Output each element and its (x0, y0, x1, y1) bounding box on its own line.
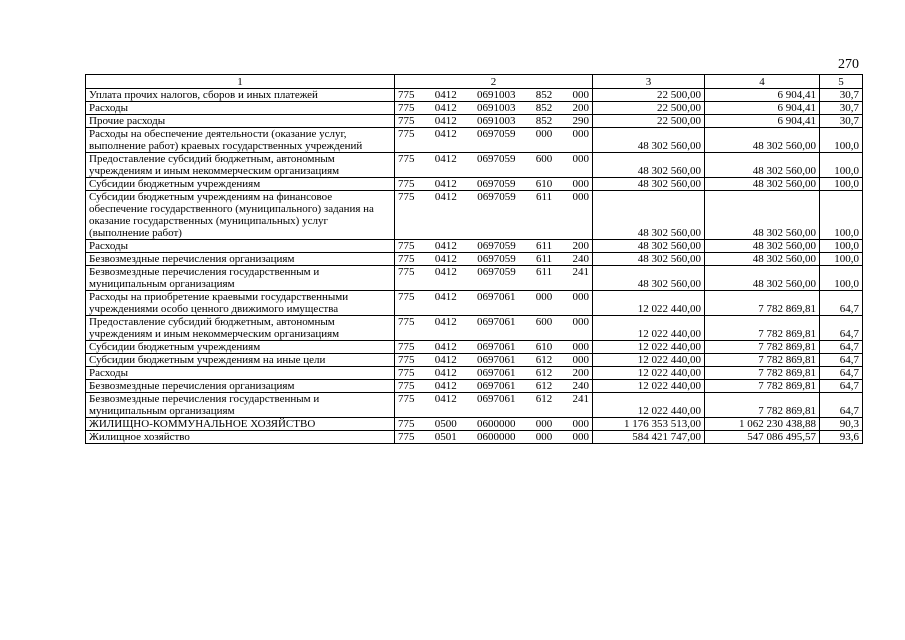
planned-amount-cell: 12 022 440,00 (593, 316, 705, 341)
expense-type-code: 600 (535, 153, 553, 165)
expense-type-code: 610 (535, 341, 553, 353)
row-codes-cell (395, 367, 593, 380)
admin-code: 775 (398, 240, 415, 252)
target-code: 0697059 (477, 240, 516, 252)
row-name-cell: Расходы на обеспечение деятельности (оказание услуг, выполнение работ) краевых государственных учреждений (86, 128, 395, 153)
target-code: 0697061 (477, 291, 516, 303)
row-name-cell: Предоставление субсидий бюджетным, автономным учреждениям и иным некоммерческим организациям (86, 153, 395, 178)
target-code: 0697059 (477, 191, 516, 203)
planned-amount-cell: 12 022 440,00 (593, 393, 705, 418)
table-row (86, 316, 863, 341)
admin-code: 775 (398, 354, 415, 366)
row-codes-cell (395, 253, 593, 266)
planned-amount-cell: 12 022 440,00 (593, 341, 705, 354)
expense-type-code: 600 (535, 316, 553, 328)
admin-code: 775 (398, 102, 415, 114)
row-codes-cell (395, 191, 593, 240)
row-codes-cell (395, 380, 593, 393)
table-row (86, 153, 863, 178)
row-codes-cell (395, 115, 593, 128)
planned-amount-cell: 22 500,00 (593, 102, 705, 115)
target-code: 0697061 (477, 341, 516, 353)
executed-amount-cell: 48 302 560,00 (705, 178, 820, 191)
percent-cell: 93,6 (820, 431, 863, 444)
planned-amount-cell: 48 302 560,00 (593, 191, 705, 240)
admin-code: 775 (398, 418, 415, 430)
row-name-cell: Предоставление субсидий бюджетным, автономным учреждениям и иным некоммерческим организациям (86, 316, 395, 341)
row-codes-cell (395, 266, 593, 291)
executed-amount-cell: 7 782 869,81 (705, 393, 820, 418)
kosgu-code: 000 (572, 128, 589, 140)
row-codes-cell (395, 431, 593, 444)
planned-amount-cell: 22 500,00 (593, 89, 705, 102)
row-name-cell: Безвозмездные перечисления организациям (86, 380, 395, 393)
kosgu-code: 000 (572, 431, 589, 443)
target-code: 0697059 (477, 266, 516, 278)
percent-cell: 64,7 (820, 341, 863, 354)
admin-code: 775 (398, 128, 415, 140)
section-code: 0412 (434, 102, 457, 114)
executed-amount-cell: 48 302 560,00 (705, 266, 820, 291)
kosgu-code: 000 (572, 316, 589, 328)
percent-cell: 100,0 (820, 128, 863, 153)
planned-amount-cell: 12 022 440,00 (593, 380, 705, 393)
section-code: 0412 (434, 266, 457, 278)
column-header: 2 (395, 75, 593, 89)
table-header-row (86, 75, 863, 89)
executed-amount-cell: 7 782 869,81 (705, 367, 820, 380)
admin-code: 775 (398, 153, 415, 165)
target-code: 0600000 (477, 431, 516, 443)
row-name-cell: Расходы (86, 102, 395, 115)
section-code: 0412 (434, 115, 457, 127)
percent-cell: 64,7 (820, 393, 863, 418)
kosgu-code: 290 (572, 115, 589, 127)
column-header: 4 (705, 75, 820, 89)
target-code: 0697059 (477, 128, 516, 140)
row-codes-cell (395, 240, 593, 253)
executed-amount-cell: 7 782 869,81 (705, 291, 820, 316)
table-row (86, 102, 863, 115)
table-row (86, 178, 863, 191)
kosgu-code: 000 (572, 178, 589, 190)
percent-cell: 30,7 (820, 102, 863, 115)
admin-code: 775 (398, 253, 415, 265)
table-row (86, 266, 863, 291)
column-header: 5 (820, 75, 863, 89)
target-code: 0697061 (477, 354, 516, 366)
expense-type-code: 611 (536, 253, 553, 265)
section-code: 0412 (434, 341, 457, 353)
executed-amount-cell: 48 302 560,00 (705, 128, 820, 153)
row-name-cell: Прочие расходы (86, 115, 395, 128)
percent-cell: 64,7 (820, 380, 863, 393)
admin-code: 775 (398, 393, 415, 405)
row-name-cell: Расходы (86, 367, 395, 380)
admin-code: 775 (398, 341, 415, 353)
executed-amount-cell: 7 782 869,81 (705, 316, 820, 341)
percent-cell: 100,0 (820, 191, 863, 240)
expense-type-code: 612 (535, 393, 553, 405)
expense-type-code: 612 (535, 354, 553, 366)
executed-amount-cell: 48 302 560,00 (705, 191, 820, 240)
planned-amount-cell: 22 500,00 (593, 115, 705, 128)
executed-amount-cell: 6 904,41 (705, 102, 820, 115)
table-row (86, 291, 863, 316)
expense-type-code: 000 (535, 291, 553, 303)
section-code: 0412 (434, 178, 457, 190)
expense-type-code: 000 (535, 418, 553, 430)
table-row (86, 393, 863, 418)
planned-amount-cell: 48 302 560,00 (593, 266, 705, 291)
executed-amount-cell: 48 302 560,00 (705, 253, 820, 266)
kosgu-code: 200 (572, 367, 589, 379)
section-code: 0412 (434, 367, 457, 379)
row-name-cell: ЖИЛИЩНО-КОММУНАЛЬНОЕ ХОЗЯЙСТВО (86, 418, 395, 431)
section-code: 0412 (434, 191, 457, 203)
section-code: 0412 (434, 89, 457, 101)
expense-type-code: 852 (535, 115, 553, 127)
row-name-cell: Субсидии бюджетным учреждениям (86, 341, 395, 354)
column-header: 3 (593, 75, 705, 89)
kosgu-code: 000 (572, 418, 589, 430)
planned-amount-cell: 48 302 560,00 (593, 240, 705, 253)
kosgu-code: 000 (572, 291, 589, 303)
section-code: 0412 (434, 380, 457, 392)
row-codes-cell (395, 128, 593, 153)
table-body (86, 89, 863, 444)
section-code: 0412 (434, 316, 457, 328)
admin-code: 775 (398, 380, 415, 392)
row-name-cell: Уплата прочих налогов, сборов и иных платежей (86, 89, 395, 102)
planned-amount-cell: 48 302 560,00 (593, 128, 705, 153)
kosgu-code: 200 (572, 102, 589, 114)
admin-code: 775 (398, 367, 415, 379)
expense-type-code: 612 (535, 380, 553, 392)
table-row (86, 191, 863, 240)
section-code: 0412 (434, 240, 457, 252)
expense-type-code: 852 (535, 102, 553, 114)
percent-cell: 64,7 (820, 367, 863, 380)
executed-amount-cell: 6 904,41 (705, 89, 820, 102)
kosgu-code: 000 (572, 89, 589, 101)
planned-amount-cell: 12 022 440,00 (593, 291, 705, 316)
executed-amount-cell: 7 782 869,81 (705, 354, 820, 367)
table-row (86, 367, 863, 380)
target-code: 0697061 (477, 393, 516, 405)
target-code: 0697059 (477, 178, 516, 190)
planned-amount-cell: 584 421 747,00 (593, 431, 705, 444)
percent-cell: 64,7 (820, 291, 863, 316)
row-name-cell: Субсидии бюджетным учреждениям (86, 178, 395, 191)
row-name-cell: Расходы (86, 240, 395, 253)
executed-amount-cell: 48 302 560,00 (705, 153, 820, 178)
planned-amount-cell: 12 022 440,00 (593, 367, 705, 380)
planned-amount-cell: 48 302 560,00 (593, 253, 705, 266)
percent-cell: 30,7 (820, 115, 863, 128)
row-name-cell: Жилищное хозяйство (86, 431, 395, 444)
percent-cell: 100,0 (820, 240, 863, 253)
row-codes-cell (395, 89, 593, 102)
row-name-cell: Безвозмездные перечисления государственным и муниципальным организациям (86, 266, 395, 291)
budget-table (85, 74, 863, 444)
table-row (86, 431, 863, 444)
percent-cell: 30,7 (820, 89, 863, 102)
executed-amount-cell: 1 062 230 438,88 (705, 418, 820, 431)
expense-type-code: 612 (535, 367, 553, 379)
target-code: 0600000 (477, 418, 516, 430)
row-codes-cell (395, 178, 593, 191)
expense-type-code: 611 (536, 240, 553, 252)
section-code: 0412 (434, 354, 457, 366)
row-name-cell: Безвозмездные перечисления государственным и муниципальным организациям (86, 393, 395, 418)
target-code: 0691003 (477, 102, 516, 114)
row-name-cell: Субсидии бюджетным учреждениям на финансовое обеспечение государственного (муниципального) задания на оказание государственных (муниципальных) услуг (выполнение работ) (86, 191, 395, 240)
table-row (86, 115, 863, 128)
row-codes-cell (395, 102, 593, 115)
kosgu-code: 240 (572, 253, 589, 265)
admin-code: 775 (398, 316, 415, 328)
row-codes-cell (395, 291, 593, 316)
admin-code: 775 (398, 89, 415, 101)
section-code: 0412 (434, 153, 457, 165)
section-code: 0412 (434, 291, 457, 303)
table-row (86, 253, 863, 266)
percent-cell: 90,3 (820, 418, 863, 431)
percent-cell: 100,0 (820, 153, 863, 178)
target-code: 0691003 (477, 115, 516, 127)
admin-code: 775 (398, 115, 415, 127)
kosgu-code: 200 (572, 240, 589, 252)
row-name-cell: Безвозмездные перечисления организациям (86, 253, 395, 266)
row-codes-cell (395, 418, 593, 431)
kosgu-code: 000 (572, 354, 589, 366)
table-row (86, 380, 863, 393)
admin-code: 775 (398, 431, 415, 443)
table-row (86, 418, 863, 431)
admin-code: 775 (398, 178, 415, 190)
executed-amount-cell: 7 782 869,81 (705, 380, 820, 393)
row-codes-cell (395, 341, 593, 354)
admin-code: 775 (398, 191, 415, 203)
row-codes-cell (395, 153, 593, 178)
section-code: 0500 (434, 418, 457, 430)
executed-amount-cell: 547 086 495,57 (705, 431, 820, 444)
planned-amount-cell: 12 022 440,00 (593, 354, 705, 367)
percent-cell: 64,7 (820, 354, 863, 367)
executed-amount-cell: 7 782 869,81 (705, 341, 820, 354)
kosgu-code: 241 (572, 393, 589, 405)
row-codes-cell (395, 393, 593, 418)
planned-amount-cell: 48 302 560,00 (593, 178, 705, 191)
kosgu-code: 241 (572, 266, 589, 278)
target-code: 0697061 (477, 367, 516, 379)
percent-cell: 100,0 (820, 178, 863, 191)
kosgu-code: 000 (572, 341, 589, 353)
row-codes-cell (395, 354, 593, 367)
expense-type-code: 610 (535, 178, 553, 190)
row-name-cell: Расходы на приобретение краевыми государственными учреждениями особо ценного движимого имущества (86, 291, 395, 316)
planned-amount-cell: 1 176 353 513,00 (593, 418, 705, 431)
executed-amount-cell: 48 302 560,00 (705, 240, 820, 253)
expense-type-code: 852 (535, 89, 553, 101)
section-code: 0412 (434, 253, 457, 265)
expense-type-code: 000 (535, 431, 553, 443)
row-codes-cell (395, 316, 593, 341)
table-row (86, 341, 863, 354)
executed-amount-cell: 6 904,41 (705, 115, 820, 128)
expense-type-code: 611 (536, 266, 553, 278)
table-row (86, 240, 863, 253)
table-row (86, 89, 863, 102)
expense-type-code: 611 (536, 191, 553, 203)
target-code: 0697061 (477, 380, 516, 392)
percent-cell: 100,0 (820, 253, 863, 266)
admin-code: 775 (398, 291, 415, 303)
page-number: 270 (838, 57, 859, 72)
table-row (86, 128, 863, 153)
percent-cell: 64,7 (820, 316, 863, 341)
admin-code: 775 (398, 266, 415, 278)
row-name-cell: Субсидии бюджетным учреждениям на иные цели (86, 354, 395, 367)
kosgu-code: 240 (572, 380, 589, 392)
column-header: 1 (86, 75, 395, 89)
target-code: 0697059 (477, 153, 516, 165)
section-code: 0501 (434, 431, 457, 443)
kosgu-code: 000 (572, 191, 589, 203)
section-code: 0412 (434, 393, 457, 405)
expense-type-code: 000 (535, 128, 553, 140)
percent-cell: 100,0 (820, 266, 863, 291)
kosgu-code: 000 (572, 153, 589, 165)
target-code: 0691003 (477, 89, 516, 101)
planned-amount-cell: 48 302 560,00 (593, 153, 705, 178)
target-code: 0697059 (477, 253, 516, 265)
target-code: 0697061 (477, 316, 516, 328)
table-row (86, 354, 863, 367)
section-code: 0412 (434, 128, 457, 140)
